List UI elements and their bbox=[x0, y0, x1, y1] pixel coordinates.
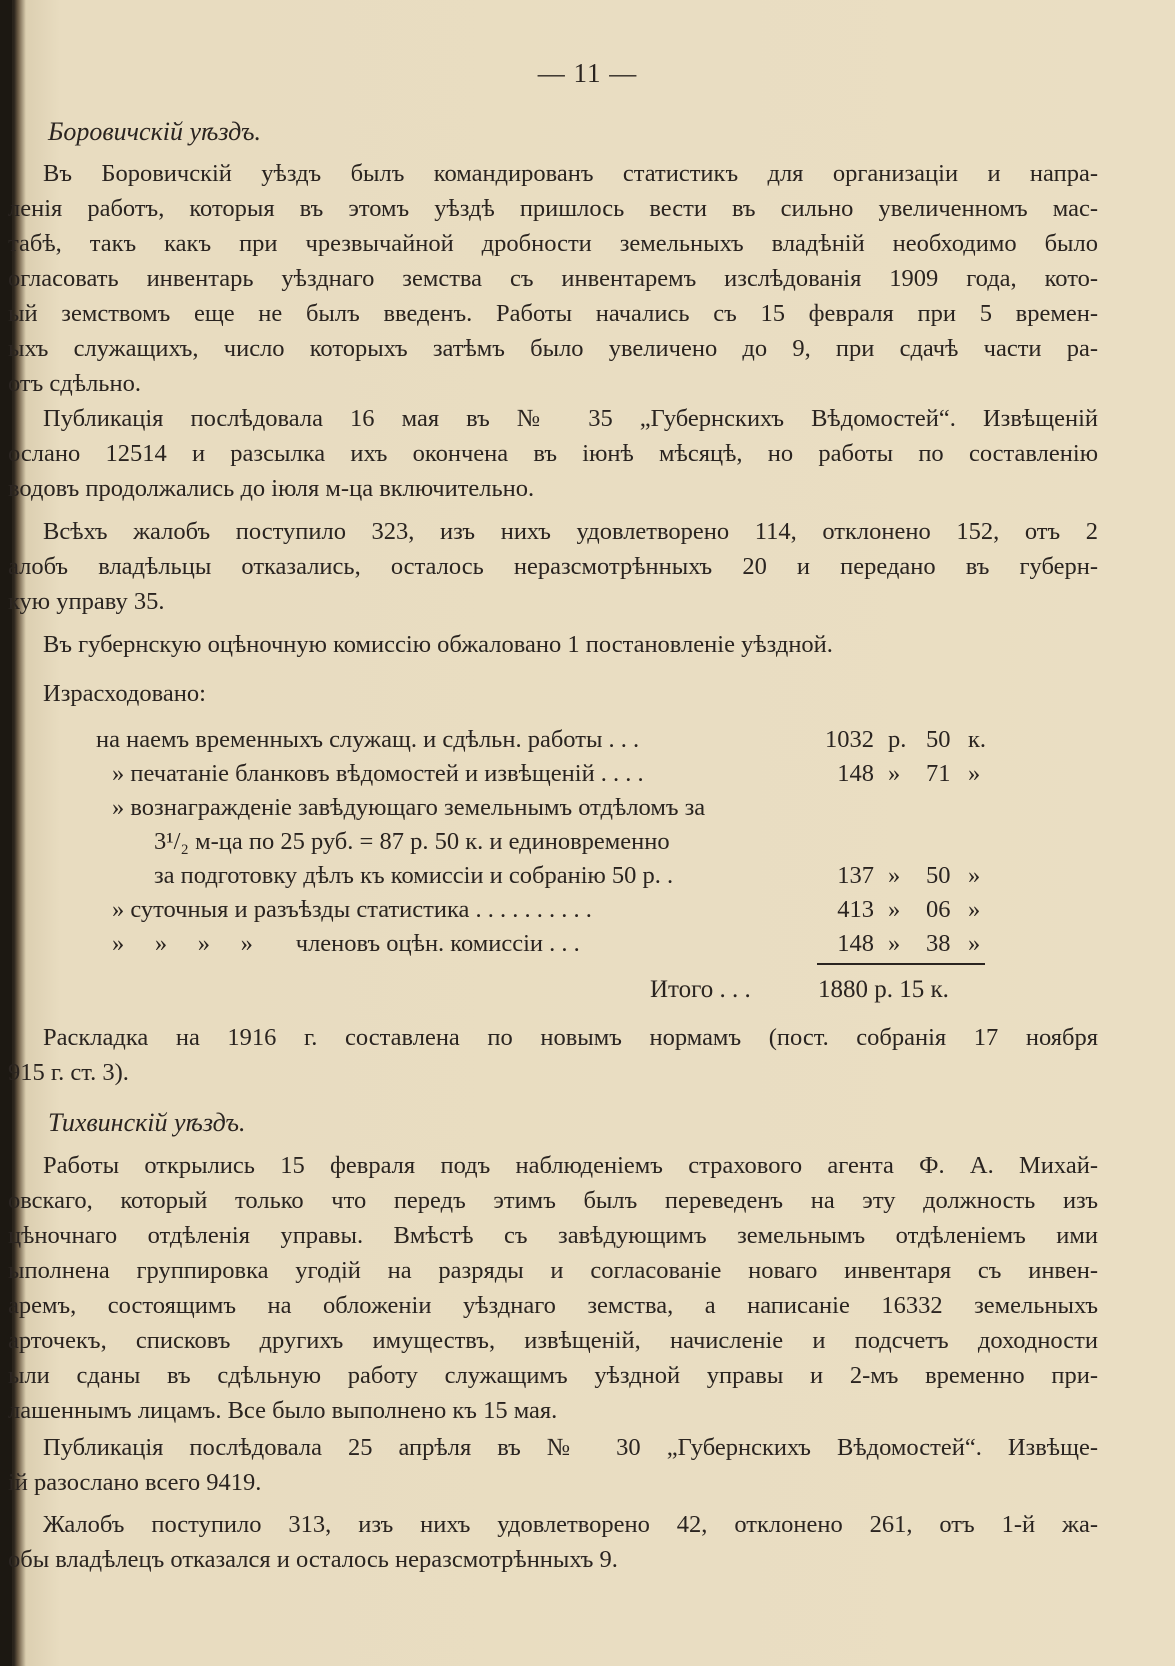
expense-kopecks: 71 bbox=[926, 760, 951, 787]
text-line: огласовать инвентарь уѣзднаго земства съ инвентаремъ изслѣдованія 1909 года, кото- bbox=[8, 265, 1098, 292]
expense-label: на наемъ временныхъ служащ. и сдѣльн. работы . . . bbox=[96, 726, 640, 753]
text-line: цѣночнаго отдѣленія управы. Вмѣстѣ съ завѣдующимъ земельнымъ отдѣленіемъ ими bbox=[8, 1222, 1098, 1249]
text-line: Публикація послѣдовала 25 апрѣля въ № 30 „Губернскихъ Вѣдомостей“. Извѣще- bbox=[43, 1434, 1098, 1461]
paragraph-borovichi-spent bbox=[8, 676, 1098, 711]
expense-rubles: 148 bbox=[837, 930, 874, 957]
expense-row bbox=[0, 723, 1175, 757]
expense-kopecks: 06 bbox=[926, 896, 951, 923]
expense-rub-unit: » bbox=[888, 930, 901, 957]
expense-kopecks: 50 bbox=[926, 862, 951, 889]
expense-row bbox=[0, 791, 1175, 825]
paragraph-tikhvin-intro bbox=[8, 1148, 1098, 1428]
text-line: алобъ владѣльцы отказались, осталось неразсмотрѣнныхъ 20 и передано въ губерн- bbox=[8, 553, 1098, 580]
expense-kopecks: 50 bbox=[926, 726, 951, 753]
expense-rub-unit: » bbox=[888, 760, 901, 787]
expense-label: за подготовку дѣлъ къ комиссіи и собранію 50 р. . bbox=[154, 862, 674, 889]
expense-rubles: 413 bbox=[837, 896, 874, 923]
total-divider bbox=[817, 963, 985, 965]
text-line: Жалобъ поступило 313, изъ нихъ удовлетворено 42, отклонено 261, отъ 1-й жа- bbox=[43, 1511, 1098, 1538]
text-line: кую управу 35. bbox=[8, 588, 165, 615]
text-line: овскаго, который только что передъ этимъ былъ переведенъ на эту должность изъ bbox=[8, 1187, 1098, 1214]
paragraph-borovichi-publication bbox=[8, 401, 1098, 506]
text-line: Раскладка на 1916 г. составлена по новымъ нормамъ (пост. собранія 17 ноября bbox=[43, 1024, 1098, 1051]
text-line: ленія работъ, которыя въ этомъ уѣздѣ пришлось вести въ сильно увеличенномъ мас- bbox=[8, 195, 1098, 222]
paragraph-borovichi-complaints bbox=[8, 514, 1098, 619]
text-line: Работы открылись 15 февраля подъ наблюденіемъ страхового агента Ф. А. Михай- bbox=[43, 1152, 1098, 1179]
text-line: водовъ продолжались до іюля м-ца включительно. bbox=[8, 475, 535, 502]
text-line: ыхъ служащихъ, число которыхъ затѣмъ было увеличено до 9, при сдачѣ части ра- bbox=[8, 335, 1098, 362]
expense-row bbox=[0, 893, 1175, 927]
expense-kop-unit: » bbox=[968, 896, 981, 923]
expense-total-row bbox=[0, 972, 1175, 1008]
total-label: Итого . . . bbox=[650, 976, 751, 1003]
paragraph-borovichi-allocation bbox=[8, 1020, 1098, 1090]
expense-rub-unit: » bbox=[888, 862, 901, 889]
expense-label: 3¹/₂ м-ца по 25 руб. = 87 р. 50 к. и единовременно bbox=[154, 828, 670, 855]
section-heading-tikhvin: Тихвинскій уѣздъ. bbox=[48, 1108, 246, 1137]
text-line: Израсходовано: bbox=[43, 680, 206, 707]
expense-rubles: 1032 bbox=[825, 726, 874, 753]
page-number: — 11 — bbox=[537, 58, 638, 88]
expense-rubles: 148 bbox=[837, 760, 874, 787]
expense-row bbox=[0, 757, 1175, 791]
total-value: 1880 р. 15 к. bbox=[818, 976, 949, 1003]
text-line: Публикація послѣдовала 16 мая въ № 35 „Губернскихъ Вѣдомостей“. Извѣщеній bbox=[43, 405, 1098, 432]
text-line: табѣ, такъ какъ при чрезвычайной дробности земельныхъ владѣній необходимо было bbox=[8, 230, 1098, 257]
expense-row bbox=[0, 927, 1175, 961]
expense-kop-unit: » bbox=[968, 930, 981, 957]
expense-rub-unit: » bbox=[888, 896, 901, 923]
expense-kop-unit: » bbox=[968, 760, 981, 787]
paragraph-tikhvin-complaints bbox=[8, 1507, 1098, 1577]
expense-label: » суточныя и разъѣзды статистика . . . . . . . . . . bbox=[112, 896, 592, 923]
text-line: аремъ, состоящимъ на обложеніи уѣзднаго земства, а написаніе 16332 земельныхъ bbox=[8, 1292, 1098, 1319]
expense-row bbox=[0, 825, 1175, 859]
paragraph-tikhvin-publication bbox=[8, 1430, 1098, 1500]
expense-rub-unit: р. bbox=[888, 726, 907, 753]
text-line: ыполнена группировка угодій на разряды и согласованіе новаго инвентаря съ инвен- bbox=[8, 1257, 1098, 1284]
text-line: ослано 12514 и разсылка ихъ окончена въ іюнѣ мѣсяцѣ, но работы по составленію bbox=[8, 440, 1098, 467]
text-line: ій разослано всего 9419. bbox=[8, 1469, 262, 1496]
text-line: Всѣхъ жалобъ поступило 323, изъ нихъ удовлетворено 114, отклонено 152, отъ 2 bbox=[43, 518, 1098, 545]
text-line: арточекъ, списковъ другихъ имуществъ, извѣщеній, начисленіе и подсчетъ доходности bbox=[8, 1327, 1098, 1354]
expense-label: » печатаніе бланковъ вѣдомостей и извѣщеній . . . . bbox=[112, 760, 644, 787]
expense-kopecks: 38 bbox=[926, 930, 951, 957]
section-heading-borovichi: Боровичскій уѣздъ. bbox=[48, 117, 261, 146]
expense-kop-unit: к. bbox=[968, 726, 987, 753]
expense-label: » вознагражденіе завѣдующаго земельнымъ отдѣломъ за bbox=[112, 794, 706, 821]
expense-rubles: 137 bbox=[837, 862, 874, 889]
paragraph-borovichi-intro bbox=[8, 156, 1098, 401]
text-line: Въ губернскую оцѣночную комиссію обжаловано 1 постановленіе уѣздной. bbox=[43, 631, 833, 658]
text-line: лашеннымъ лицамъ. Все было выполнено къ 15 мая. bbox=[8, 1397, 558, 1424]
expense-label: » » » » членовъ оцѣн. комиссіи . . . bbox=[112, 930, 580, 957]
text-line: отъ сдѣльно. bbox=[8, 370, 141, 397]
text-line: обы владѣлецъ отказался и осталось неразсмотрѣнныхъ 9. bbox=[8, 1546, 618, 1573]
expense-kop-unit: » bbox=[968, 862, 981, 889]
text-line: ыли сданы въ сдѣльную работу служащимъ уѣздной управы и 2-мъ временно при- bbox=[8, 1362, 1098, 1389]
expense-row bbox=[0, 859, 1175, 893]
text-line: Въ Боровичскій уѣздъ былъ командированъ статистикъ для организаціи и напра- bbox=[43, 160, 1098, 187]
paragraph-borovichi-appeal bbox=[8, 627, 1098, 662]
text-line: ый земствомъ еще не былъ введенъ. Работы начались съ 15 февраля при 5 времен- bbox=[8, 300, 1098, 327]
text-line: 915 г. ст. 3). bbox=[8, 1059, 129, 1086]
